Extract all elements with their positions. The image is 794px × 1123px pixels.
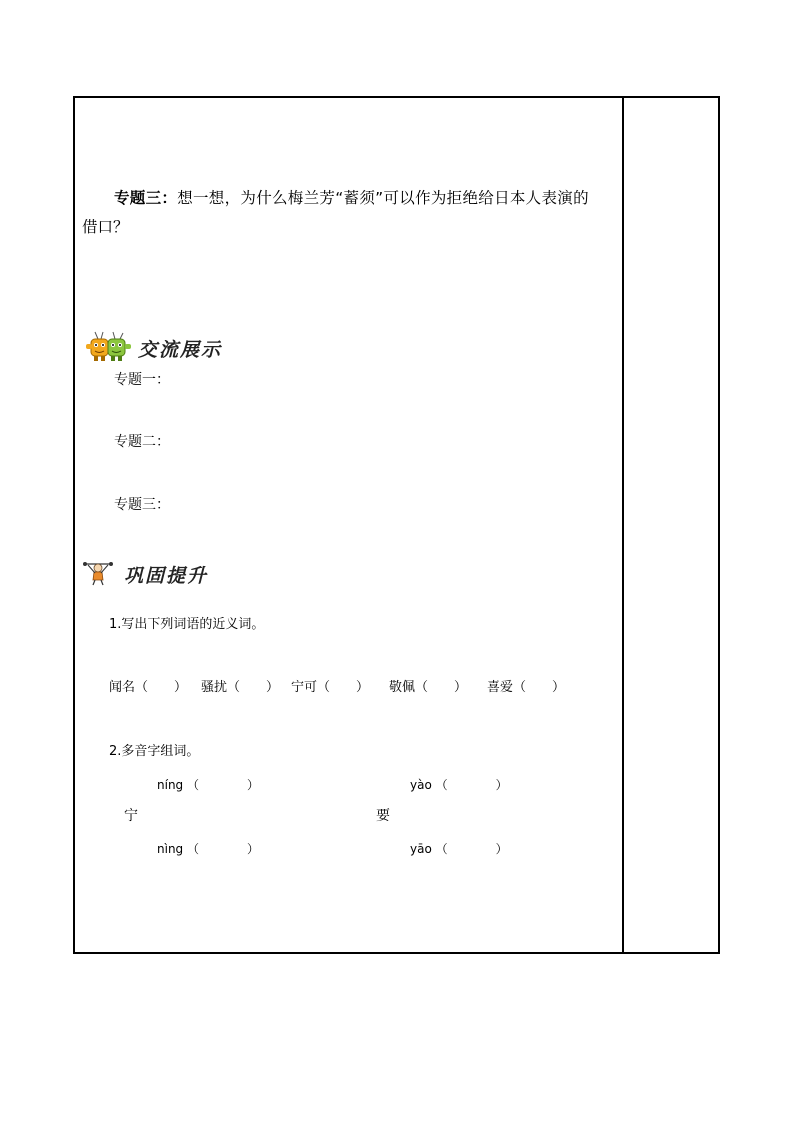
table-column-divider [622, 96, 624, 954]
q2-char1-reading-1: níng （ ） [157, 778, 259, 792]
q2-char2: 要 [376, 808, 390, 824]
q1-word-2: 骚扰（ ） [201, 680, 280, 695]
q2-prompt: 2.多音字组词。 [109, 744, 200, 759]
q2-char2-reading-2: yāo （ ） [410, 842, 508, 856]
q3-question-line2: 借口？ [82, 218, 129, 236]
consolidate-header [82, 558, 208, 590]
q2-char2-reading-1: yào （ ） [410, 778, 508, 792]
exchange-header [86, 330, 222, 366]
cartoon-figure-icon [82, 558, 116, 590]
consolidate-title: 巩固提升 [124, 564, 209, 587]
exchange-topic-1: 专题一： [114, 372, 170, 388]
exchange-title: 交流展示 [138, 338, 223, 361]
q1-word-3: 宁可（ ） [291, 680, 370, 695]
two-cartoon-characters-icon [86, 330, 132, 366]
q2-char1: 宁 [124, 808, 138, 824]
exchange-topic-3: 专题三： [114, 497, 170, 513]
exchange-topic-2: 专题二： [114, 434, 170, 450]
q1-word-1: 闻名（ ） [109, 680, 188, 695]
q1-word-5: 喜爱（ ） [487, 680, 566, 695]
q1-prompt: 1.写出下列词语的近义词。 [109, 617, 265, 632]
q3-label: 专题三： [114, 189, 178, 207]
q3-text: 想一想，为什么梅兰芳“蓄须”可以作为拒绝给日本人表演的 [177, 189, 589, 207]
q1-word-4: 敬佩（ ） [389, 680, 468, 695]
q3-question-line1 [114, 189, 589, 207]
q2-char1-reading-2: nìng （ ） [157, 842, 259, 856]
